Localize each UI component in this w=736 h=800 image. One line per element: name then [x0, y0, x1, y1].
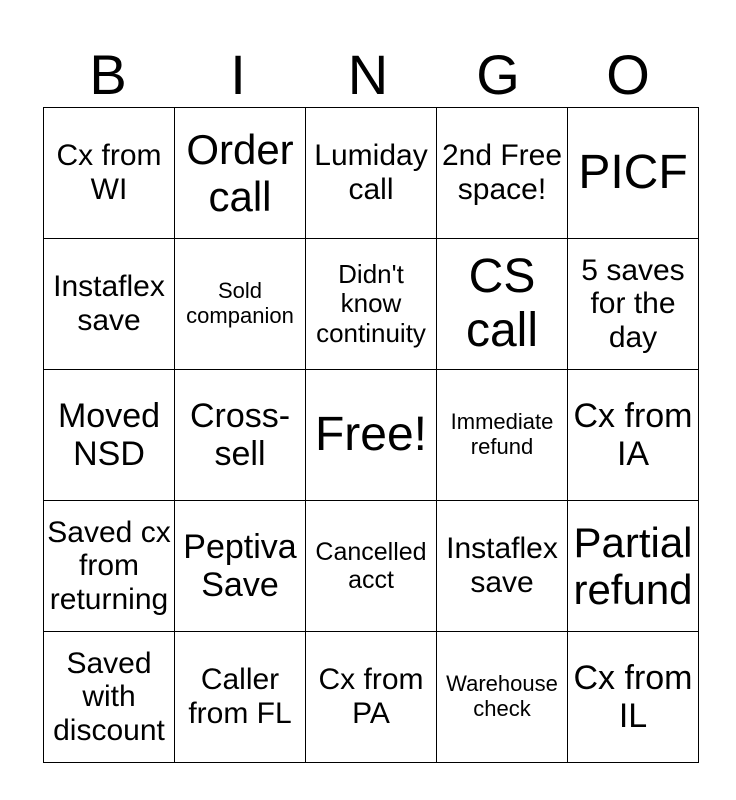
bingo-cell[interactable]: CS call — [437, 239, 568, 370]
bingo-cell[interactable]: PICF — [568, 108, 699, 239]
bingo-cell[interactable]: Cx from IL — [568, 632, 699, 763]
free-space-cell[interactable]: Free! — [306, 370, 437, 501]
bingo-cell[interactable]: Instaflex save — [437, 501, 568, 632]
bingo-cell[interactable]: Sold companion — [175, 239, 306, 370]
board-row — [44, 501, 699, 632]
bingo-cell[interactable]: Peptiva Save — [175, 501, 306, 632]
bingo-cell[interactable]: Saved with discount — [44, 632, 175, 763]
board-row — [44, 632, 699, 763]
header-letter-g: G — [476, 43, 520, 106]
bingo-cell[interactable]: Warehouse check — [437, 632, 568, 763]
bingo-cell[interactable]: Caller from FL — [175, 632, 306, 763]
header-letter-o: O — [606, 43, 650, 106]
bingo-cell[interactable]: Cx from IA — [568, 370, 699, 501]
bingo-cell[interactable]: Didn't know continuity — [306, 239, 437, 370]
bingo-cell[interactable]: Cancelled acct — [306, 501, 437, 632]
bingo-board — [43, 107, 699, 763]
bingo-cell[interactable]: Instaflex save — [44, 239, 175, 370]
bingo-cell[interactable]: Lumiday call — [306, 108, 437, 239]
bingo-header — [43, 42, 693, 108]
bingo-cell[interactable]: Cx from PA — [306, 632, 437, 763]
header-letter-i: I — [230, 43, 246, 106]
board-row — [44, 108, 699, 239]
bingo-cell[interactable]: Cx from WI — [44, 108, 175, 239]
bingo-cell[interactable]: Moved NSD — [44, 370, 175, 501]
board-row — [44, 370, 699, 501]
bingo-cell[interactable]: 2nd Free space! — [437, 108, 568, 239]
header-letter-n: N — [347, 43, 389, 106]
board-row — [44, 239, 699, 370]
bingo-cell[interactable]: Immediate refund — [437, 370, 568, 501]
bingo-cell[interactable]: Partial refund — [568, 501, 699, 632]
bingo-cell[interactable]: Saved cx from returning — [44, 501, 175, 632]
header-letter-b: B — [89, 43, 127, 106]
bingo-cell[interactable]: 5 saves for the day — [568, 239, 699, 370]
bingo-cell[interactable]: Order call — [175, 108, 306, 239]
bingo-cell[interactable]: Cross-sell — [175, 370, 306, 501]
